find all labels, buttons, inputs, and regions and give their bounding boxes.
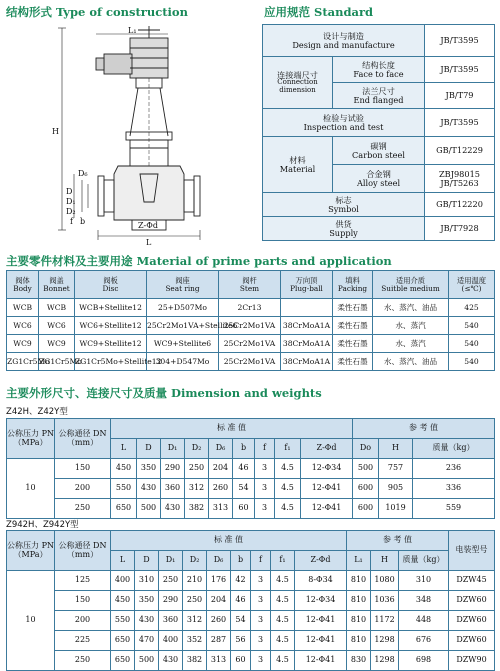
table-cell: 1298 xyxy=(371,631,399,651)
table-cell: WC9+Stellite6 xyxy=(147,335,219,353)
table-cell: Alloy steel xyxy=(356,177,401,188)
table-cell: WC9 xyxy=(7,335,39,353)
table-cell: Packing xyxy=(337,283,368,293)
table-cell: 结构长度 xyxy=(362,59,395,70)
table-cell: 10 xyxy=(7,571,55,671)
table-row xyxy=(7,353,495,371)
table-cell: Plug-ball xyxy=(290,283,323,293)
table-cell: 阀盖 xyxy=(49,275,64,285)
column-header: D₆ xyxy=(207,551,231,571)
table-cell: 3 xyxy=(251,651,271,671)
table-cell: H xyxy=(52,127,59,136)
dn-header: 公称通径 DN（mm） xyxy=(55,419,111,459)
table-cell: 290 xyxy=(161,459,185,479)
table-cell: 4.5 xyxy=(271,591,295,611)
table-row xyxy=(7,335,495,353)
table-cell: 125 xyxy=(55,571,111,591)
table-cell: 12-Φ41 xyxy=(301,499,353,519)
table-cell: DZW90 xyxy=(449,651,495,671)
table-cell: 1080 xyxy=(371,571,399,591)
table-cell: 60 xyxy=(233,499,255,519)
table-row xyxy=(7,299,495,317)
table-cell: 柔性石墨 xyxy=(333,353,373,371)
table-cell: 适用介质 xyxy=(395,275,426,285)
table-cell: 204 xyxy=(207,591,231,611)
table-cell: 阀板 xyxy=(103,275,118,285)
table-row xyxy=(7,419,495,439)
table-cell: 250 xyxy=(183,591,207,611)
table-cell: Disc xyxy=(102,283,119,293)
table-cell: 810 xyxy=(347,591,371,611)
table-cell: 供货 xyxy=(335,218,352,229)
table-cell: GB/T12220 xyxy=(425,193,495,217)
table-cell: 500 xyxy=(137,499,161,519)
standard-title xyxy=(264,4,373,20)
table-cell: 540 xyxy=(449,317,495,335)
table-cell: WCB+Stellite12 xyxy=(75,299,147,317)
dimension-table-b xyxy=(6,530,495,671)
col-stem xyxy=(219,271,281,299)
table-cell: 312 xyxy=(183,611,207,631)
table-cell: 650 xyxy=(111,651,135,671)
table-cell: Inspection and test xyxy=(303,121,384,132)
table-cell: 313 xyxy=(207,651,231,671)
table-row xyxy=(7,611,495,631)
table-cell: 400 xyxy=(111,571,135,591)
table-cell: 810 xyxy=(347,611,371,631)
table-cell: JB/T7928 xyxy=(425,217,495,241)
column-header: Z-Φd xyxy=(295,551,347,571)
table-cell: 210 xyxy=(183,571,207,591)
column-header: b xyxy=(231,551,251,571)
table-cell: 12-Φ41 xyxy=(295,611,347,631)
table-cell: 连接端尺寸 xyxy=(277,69,318,80)
table-cell: 304+D547Mo xyxy=(147,353,219,371)
table-cell: Suitble medium xyxy=(381,283,440,293)
column-header: L xyxy=(111,439,137,459)
materials-header-row xyxy=(7,271,495,299)
ref-header: 参 考 值 xyxy=(353,419,495,439)
column-header: D xyxy=(137,439,161,459)
table-cell: 法兰尺寸 xyxy=(362,85,395,96)
table-cell: 3 xyxy=(251,611,271,631)
materials-table xyxy=(6,270,495,371)
table-cell: 4.5 xyxy=(271,651,295,671)
table-cell: 25+D507Mo xyxy=(147,299,219,317)
table-row xyxy=(7,531,495,551)
table-cell: Material xyxy=(279,163,316,174)
table-row xyxy=(7,499,495,519)
table-cell: Supply xyxy=(329,227,358,238)
table-cell: 430 xyxy=(137,479,161,499)
table-cell: 600 xyxy=(353,479,379,499)
table-cell: ZG1Cr5Mo xyxy=(7,353,39,371)
table-cell: WC6+Stellite12 xyxy=(75,317,147,335)
table-cell: 万向顶 xyxy=(295,275,318,285)
table-cell: 150 xyxy=(55,591,111,611)
table-row xyxy=(263,57,495,83)
table-cell xyxy=(263,25,425,57)
table-cell: 柔性石墨 xyxy=(333,299,373,317)
table-cell: 合金钢 xyxy=(366,168,391,179)
table-cell: 400 xyxy=(159,631,183,651)
table-cell: WC6 xyxy=(39,317,75,335)
table-cell: 阀杆 xyxy=(242,275,257,285)
table-cell: 550 xyxy=(111,479,137,499)
table-cell: Z-Φd xyxy=(138,221,158,230)
table-cell: 450 xyxy=(111,591,135,611)
table-cell: 250 xyxy=(55,499,111,519)
table-cell: 4.5 xyxy=(275,459,301,479)
table-cell: 430 xyxy=(135,611,159,631)
table-cell: 310 xyxy=(399,571,449,591)
table-cell: 检验与试验 xyxy=(323,112,364,123)
table-row xyxy=(263,25,495,57)
table-cell: 350 xyxy=(137,459,161,479)
table-cell: DZW60 xyxy=(449,611,495,631)
table-cell xyxy=(263,217,425,241)
standard-table xyxy=(262,24,495,241)
table-cell: 60 xyxy=(231,651,251,671)
table-cell: 150 xyxy=(55,459,111,479)
table-cell: 25Cr2Mo1VA xyxy=(219,317,281,335)
table-cell: D₁ xyxy=(66,197,76,206)
table-cell: Seat ring xyxy=(165,283,200,293)
dimensions-title xyxy=(6,385,322,401)
construction-title xyxy=(6,4,188,20)
table-cell: 25Cr2Mo1VA+Stellite6 xyxy=(147,317,219,335)
table-cell: DZW60 xyxy=(449,631,495,651)
table-cell: GB/T12229 xyxy=(425,137,495,165)
column-header: D₁ xyxy=(161,439,185,459)
table-cell: 水、蒸汽 xyxy=(373,335,449,353)
table-cell: Design and manufacture xyxy=(292,39,395,50)
column-header: 质量（kg） xyxy=(399,551,449,571)
motor-header: 电装型号 xyxy=(449,531,495,571)
table-cell: DZW60 xyxy=(449,591,495,611)
table-cell: 757 xyxy=(379,459,413,479)
table-cell: 设计与制造 xyxy=(323,30,364,41)
col-bonnet xyxy=(39,271,75,299)
table-cell xyxy=(333,165,425,193)
table-cell: 1298 xyxy=(371,651,399,671)
col-plug-ball xyxy=(281,271,333,299)
table-cell: 4.5 xyxy=(271,611,295,631)
table-row xyxy=(263,137,495,165)
table-row xyxy=(7,479,495,499)
table-cell: ZG1Cr5Mo xyxy=(39,353,75,371)
table-cell: 碳钢 xyxy=(370,140,387,151)
table-cell: 应用规范 xyxy=(264,5,310,19)
col-temp xyxy=(449,271,495,299)
table-cell xyxy=(333,137,425,165)
table-cell: 12-Φ41 xyxy=(295,651,347,671)
table-cell: 25Cr2Mo1VA xyxy=(219,335,281,353)
table-cell: 柔性石墨 xyxy=(333,335,373,353)
table-cell: JB/T3595 xyxy=(425,25,495,57)
table-cell: End flanged xyxy=(353,94,404,105)
table-cell: 313 xyxy=(209,499,233,519)
table-cell: 470 xyxy=(135,631,159,651)
table-cell: 176 xyxy=(207,571,231,591)
table-cell: f xyxy=(70,217,73,226)
table-cell: 10 xyxy=(7,459,55,519)
table-cell: Standard xyxy=(314,5,374,19)
column-header: Z-Φd xyxy=(301,439,353,459)
table-cell: 46 xyxy=(233,459,255,479)
table-cell: 1172 xyxy=(371,611,399,631)
table-cell: 200 xyxy=(55,611,111,631)
table-cell: 225 xyxy=(55,631,111,651)
table-cell: 830 xyxy=(347,651,371,671)
dn-header: 公称通径 DN（mm） xyxy=(55,531,111,571)
column-header: D₂ xyxy=(183,551,207,571)
table-cell: 336 xyxy=(413,479,495,499)
column-header: 质量（kg） xyxy=(413,439,495,459)
table-cell: 标志 xyxy=(335,194,352,205)
table-cell: WC9 xyxy=(39,335,75,353)
table-cell: 312 xyxy=(185,479,209,499)
table-row xyxy=(7,591,495,611)
table-cell: 42 xyxy=(231,571,251,591)
table-cell: 540 xyxy=(449,335,495,353)
table-cell: 698 xyxy=(399,651,449,671)
table-cell: 382 xyxy=(185,499,209,519)
ref-header: 参 考 值 xyxy=(347,531,449,551)
table-cell: 905 xyxy=(379,479,413,499)
table-cell: 38CrMoA1A xyxy=(281,353,333,371)
table-cell: 430 xyxy=(159,651,183,671)
table-cell: 结构形式 xyxy=(6,5,52,19)
column-header: H xyxy=(379,439,413,459)
table-cell: 4.5 xyxy=(275,479,301,499)
table-cell: WC6 xyxy=(7,317,39,335)
table-cell: 360 xyxy=(161,479,185,499)
table-cell xyxy=(281,299,333,317)
table-cell: 260 xyxy=(207,611,231,631)
table-cell: 650 xyxy=(111,499,137,519)
table-cell: 水、蒸汽、油品 xyxy=(373,299,449,317)
column-header: H xyxy=(371,551,399,571)
column-header: D₁ xyxy=(159,551,183,571)
table-cell: 430 xyxy=(161,499,185,519)
table-cell: L xyxy=(146,238,152,246)
table-cell xyxy=(263,137,333,193)
table-cell: 250 xyxy=(55,651,111,671)
table-cell: 8-Φ34 xyxy=(295,571,347,591)
table-cell: L₁ xyxy=(128,26,137,35)
table-cell: 450 xyxy=(111,459,137,479)
table-cell: JB/T79 xyxy=(425,83,495,109)
column-header: f₁ xyxy=(275,439,301,459)
table-cell: 38CrMoA1A xyxy=(281,317,333,335)
table-cell: 236 xyxy=(413,459,495,479)
table-cell xyxy=(425,165,495,193)
table-cell: 柔性石墨 xyxy=(333,317,373,335)
table-cell: 310 xyxy=(135,571,159,591)
table-cell: 360 xyxy=(159,611,183,631)
table-cell: 水、蒸汽 xyxy=(373,317,449,335)
table-cell: 1036 xyxy=(371,591,399,611)
table-cell: 290 xyxy=(159,591,183,611)
table-cell: 260 xyxy=(209,479,233,499)
table-cell: 阀座 xyxy=(175,275,190,285)
table-cell: 676 xyxy=(399,631,449,651)
table-cell: 4.5 xyxy=(275,499,301,519)
column-header: f₁ xyxy=(271,551,295,571)
table-cell: D xyxy=(66,187,73,196)
pn-header: 公称压力 PN（MPa） xyxy=(7,419,55,459)
table-cell: 2Cr13 xyxy=(219,299,281,317)
table-cell: 3 xyxy=(251,591,271,611)
col-body xyxy=(7,271,39,299)
table-row xyxy=(7,571,495,591)
table-cell: 348 xyxy=(399,591,449,611)
table-cell: 600 xyxy=(353,499,379,519)
table-cell: Symbol xyxy=(328,203,359,214)
materials-title xyxy=(6,253,392,269)
col-packing xyxy=(333,271,373,299)
table-b-title: Z942H、Z942Y型 xyxy=(6,520,79,530)
table-a-title: Z42H、Z42Y型 xyxy=(6,407,68,417)
table-cell: Material of prime parts and application xyxy=(136,254,392,268)
table-cell: 主要零件材料及主要用途 xyxy=(6,254,133,268)
valve-drawing xyxy=(8,24,220,246)
table-row xyxy=(263,217,495,241)
table-cell: Face to face xyxy=(353,68,404,79)
table-cell: 540 xyxy=(449,353,495,371)
table-cell: 250 xyxy=(159,571,183,591)
table-cell: 448 xyxy=(399,611,449,631)
table-cell: 559 xyxy=(413,499,495,519)
table-cell: 3 xyxy=(251,631,271,651)
table-cell: 适用温度 xyxy=(456,275,487,285)
table-row xyxy=(7,631,495,651)
table-cell: 12-Φ41 xyxy=(301,479,353,499)
table-cell: Stem xyxy=(239,283,260,293)
table-cell: 填料 xyxy=(345,275,360,285)
table-cell: D₂ xyxy=(66,207,76,216)
column-header: f xyxy=(255,439,275,459)
table-cell xyxy=(263,193,425,217)
table-cell: ZBJ98015 xyxy=(438,168,481,179)
table-cell xyxy=(333,57,425,83)
table-cell: 350 xyxy=(135,591,159,611)
column-header: Do xyxy=(353,439,379,459)
table-cell: 阀体 xyxy=(15,275,30,285)
table-cell: 12-Φ41 xyxy=(295,631,347,651)
table-cell: WCB xyxy=(7,299,39,317)
column-header: f xyxy=(251,551,271,571)
table-cell: 200 xyxy=(55,479,111,499)
table-cell: 810 xyxy=(347,631,371,651)
table-cell: Type of construction xyxy=(56,5,188,19)
table-cell: 56 xyxy=(231,631,251,651)
table-cell: Dimension and weights xyxy=(171,386,322,400)
table-cell: JB/T3595 xyxy=(425,57,495,83)
table-cell: 352 xyxy=(183,631,207,651)
col-disc xyxy=(75,271,147,299)
table-cell: 550 xyxy=(111,611,135,631)
table-cell: (≤℃) xyxy=(461,283,482,293)
table-cell: 425 xyxy=(449,299,495,317)
table-cell: b xyxy=(80,217,86,226)
table-cell: ZG1Cr5Mo+Stellite12 xyxy=(75,353,147,371)
table-cell: 38CrMoA1A xyxy=(281,335,333,353)
dimension-table-a xyxy=(6,418,495,519)
table-cell: JB/T5263 xyxy=(440,177,479,188)
table-cell: WCB xyxy=(39,299,75,317)
std-header: 标 准 值 xyxy=(111,419,353,439)
table-cell: DZW45 xyxy=(449,571,495,591)
table-cell: 3 xyxy=(255,479,275,499)
table-cell: 650 xyxy=(111,631,135,651)
table-cell: Connection dimension xyxy=(277,78,318,94)
table-cell: 204 xyxy=(209,459,233,479)
table-cell: Body xyxy=(13,283,32,293)
col-seat-ring xyxy=(147,271,219,299)
table-cell: WC9+Stellite12 xyxy=(75,335,147,353)
table-cell: Bonnet xyxy=(43,283,70,293)
table-cell: 12-Φ34 xyxy=(295,591,347,611)
table-cell: 287 xyxy=(207,631,231,651)
table-row xyxy=(263,193,495,217)
table-cell: 810 xyxy=(347,571,371,591)
table-row xyxy=(7,317,495,335)
table-cell: 25Cr2Mo1VA xyxy=(219,353,281,371)
column-header: b xyxy=(233,439,255,459)
table-cell: 材料 xyxy=(289,154,306,165)
table-cell: Carbon steel xyxy=(352,149,405,160)
table-cell: 主要外形尺寸、连接尺寸及质量 xyxy=(6,386,167,400)
table-cell: 382 xyxy=(183,651,207,671)
table-cell: 水、蒸汽、油品 xyxy=(373,353,449,371)
table-cell: 46 xyxy=(231,591,251,611)
table-cell: 250 xyxy=(185,459,209,479)
table-row xyxy=(7,651,495,671)
column-header: D₂ xyxy=(185,439,209,459)
pn-header: 公称压力 PN（MPa） xyxy=(7,531,55,571)
table-cell: 3 xyxy=(255,499,275,519)
column-header: L xyxy=(111,551,135,571)
table-cell: 4.5 xyxy=(271,571,295,591)
table-cell xyxy=(263,57,333,109)
table-row xyxy=(263,109,495,137)
column-header: L₁ xyxy=(347,551,371,571)
column-header: D xyxy=(135,551,159,571)
table-cell xyxy=(333,83,425,109)
table-cell xyxy=(263,109,425,137)
table-cell: 3 xyxy=(251,571,271,591)
table-cell: 12-Φ34 xyxy=(301,459,353,479)
table-row xyxy=(7,459,495,479)
table-cell: JB/T3595 xyxy=(425,109,495,137)
table-cell: 4.5 xyxy=(271,631,295,651)
table-cell: 500 xyxy=(135,651,159,671)
column-header: D₆ xyxy=(209,439,233,459)
table-cell: 3 xyxy=(255,459,275,479)
std-header: 标 准 值 xyxy=(111,531,347,551)
table-cell: 54 xyxy=(233,479,255,499)
col-medium xyxy=(373,271,449,299)
table-cell: 1019 xyxy=(379,499,413,519)
table-cell: 500 xyxy=(353,459,379,479)
table-cell: D₆ xyxy=(78,169,88,178)
table-cell: 54 xyxy=(231,611,251,631)
